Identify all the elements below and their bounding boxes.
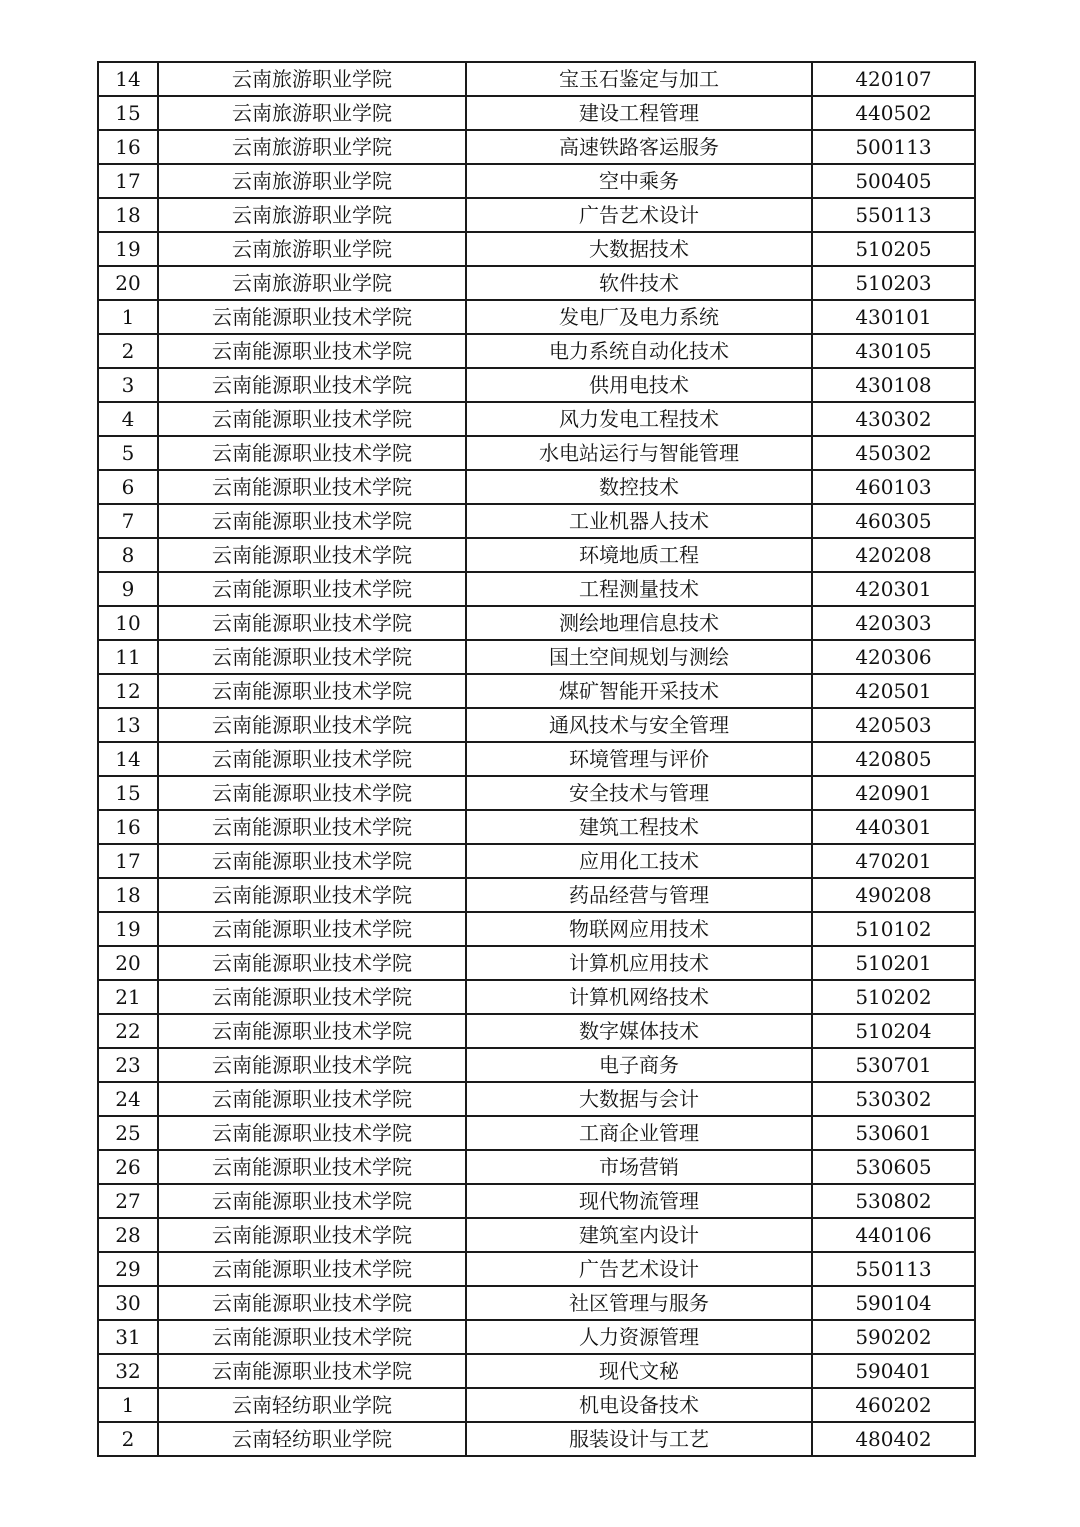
row-number-cell: 9 [98, 572, 158, 606]
table-row [98, 164, 975, 198]
school-name-cell: 云南轻纺职业学院 [158, 1422, 466, 1456]
school-name-cell: 云南能源职业技术学院 [158, 402, 466, 436]
table-row [98, 1388, 975, 1422]
row-number-cell: 14 [98, 62, 158, 96]
major-code-cell: 460305 [812, 504, 975, 538]
table-row [98, 844, 975, 878]
school-name-cell: 云南旅游职业学院 [158, 62, 466, 96]
row-number-cell: 22 [98, 1014, 158, 1048]
table-row [98, 674, 975, 708]
school-name-cell: 云南能源职业技术学院 [158, 1014, 466, 1048]
school-name-cell: 云南能源职业技术学院 [158, 504, 466, 538]
table-row [98, 640, 975, 674]
row-number-cell: 16 [98, 810, 158, 844]
table-row [98, 1014, 975, 1048]
major-code-cell: 500405 [812, 164, 975, 198]
school-name-cell: 云南能源职业技术学院 [158, 640, 466, 674]
school-name-cell: 云南能源职业技术学院 [158, 1252, 466, 1286]
major-code-cell: 510204 [812, 1014, 975, 1048]
major-code-cell: 530802 [812, 1184, 975, 1218]
major-code-cell: 590104 [812, 1286, 975, 1320]
school-name-cell: 云南能源职业技术学院 [158, 1150, 466, 1184]
major-name-cell: 通风技术与安全管理 [466, 708, 812, 742]
school-name-cell: 云南能源职业技术学院 [158, 1048, 466, 1082]
table-row [98, 266, 975, 300]
table-row [98, 606, 975, 640]
table-row [98, 1150, 975, 1184]
school-name-cell: 云南能源职业技术学院 [158, 470, 466, 504]
major-code-cell: 460103 [812, 470, 975, 504]
row-number-cell: 1 [98, 1388, 158, 1422]
school-name-cell: 云南能源职业技术学院 [158, 1286, 466, 1320]
table-row [98, 810, 975, 844]
school-name-cell: 云南能源职业技术学院 [158, 844, 466, 878]
major-name-cell: 大数据与会计 [466, 1082, 812, 1116]
table-row [98, 776, 975, 810]
table-row [98, 1048, 975, 1082]
major-code-cell: 530601 [812, 1116, 975, 1150]
table-row [98, 436, 975, 470]
major-name-cell: 大数据技术 [466, 232, 812, 266]
major-name-cell: 发电厂及电力系统 [466, 300, 812, 334]
major-code-cell: 500113 [812, 130, 975, 164]
row-number-cell: 14 [98, 742, 158, 776]
school-name-cell: 云南能源职业技术学院 [158, 1354, 466, 1388]
school-name-cell: 云南能源职业技术学院 [158, 1082, 466, 1116]
major-code-cell: 530701 [812, 1048, 975, 1082]
school-name-cell: 云南旅游职业学院 [158, 198, 466, 232]
school-name-cell: 云南旅游职业学院 [158, 96, 466, 130]
school-name-cell: 云南能源职业技术学院 [158, 980, 466, 1014]
row-number-cell: 32 [98, 1354, 158, 1388]
table-row [98, 538, 975, 572]
major-code-cell: 420107 [812, 62, 975, 96]
major-name-cell: 药品经营与管理 [466, 878, 812, 912]
major-code-cell: 510205 [812, 232, 975, 266]
school-name-cell: 云南能源职业技术学院 [158, 708, 466, 742]
major-code-cell: 510202 [812, 980, 975, 1014]
school-name-cell: 云南能源职业技术学院 [158, 810, 466, 844]
major-name-cell: 煤矿智能开采技术 [466, 674, 812, 708]
table-row [98, 470, 975, 504]
row-number-cell: 23 [98, 1048, 158, 1082]
major-name-cell: 水电站运行与智能管理 [466, 436, 812, 470]
table-row [98, 1116, 975, 1150]
row-number-cell: 7 [98, 504, 158, 538]
row-number-cell: 25 [98, 1116, 158, 1150]
major-code-cell: 460202 [812, 1388, 975, 1422]
row-number-cell: 13 [98, 708, 158, 742]
row-number-cell: 21 [98, 980, 158, 1014]
table-row [98, 368, 975, 402]
school-name-cell: 云南能源职业技术学院 [158, 538, 466, 572]
major-code-cell: 420503 [812, 708, 975, 742]
major-code-cell: 590401 [812, 1354, 975, 1388]
table-row [98, 1082, 975, 1116]
major-name-cell: 机电设备技术 [466, 1388, 812, 1422]
table-row [98, 130, 975, 164]
row-number-cell: 17 [98, 164, 158, 198]
major-code-cell: 480402 [812, 1422, 975, 1456]
school-name-cell: 云南能源职业技术学院 [158, 1320, 466, 1354]
major-name-cell: 建筑工程技术 [466, 810, 812, 844]
major-code-cell: 420306 [812, 640, 975, 674]
row-number-cell: 10 [98, 606, 158, 640]
school-name-cell: 云南旅游职业学院 [158, 266, 466, 300]
major-name-cell: 服装设计与工艺 [466, 1422, 812, 1456]
row-number-cell: 26 [98, 1150, 158, 1184]
major-name-cell: 工程测量技术 [466, 572, 812, 606]
major-name-cell: 风力发电工程技术 [466, 402, 812, 436]
major-name-cell: 安全技术与管理 [466, 776, 812, 810]
table-row [98, 334, 975, 368]
school-name-cell: 云南旅游职业学院 [158, 130, 466, 164]
school-name-cell: 云南能源职业技术学院 [158, 878, 466, 912]
major-code-cell: 430105 [812, 334, 975, 368]
major-name-cell: 数控技术 [466, 470, 812, 504]
row-number-cell: 20 [98, 946, 158, 980]
table-row [98, 1184, 975, 1218]
major-code-cell: 530302 [812, 1082, 975, 1116]
row-number-cell: 4 [98, 402, 158, 436]
major-name-cell: 计算机网络技术 [466, 980, 812, 1014]
major-name-cell: 物联网应用技术 [466, 912, 812, 946]
table-row [98, 1286, 975, 1320]
major-code-cell: 550113 [812, 1252, 975, 1286]
major-name-cell: 电力系统自动化技术 [466, 334, 812, 368]
row-number-cell: 5 [98, 436, 158, 470]
row-number-cell: 17 [98, 844, 158, 878]
school-name-cell: 云南能源职业技术学院 [158, 742, 466, 776]
school-name-cell: 云南能源职业技术学院 [158, 1184, 466, 1218]
major-name-cell: 宝玉石鉴定与加工 [466, 62, 812, 96]
major-code-cell: 440106 [812, 1218, 975, 1252]
school-name-cell: 云南能源职业技术学院 [158, 1116, 466, 1150]
major-name-cell: 应用化工技术 [466, 844, 812, 878]
major-name-cell: 供用电技术 [466, 368, 812, 402]
major-name-cell: 环境管理与评价 [466, 742, 812, 776]
major-code-cell: 450302 [812, 436, 975, 470]
major-name-cell: 社区管理与服务 [466, 1286, 812, 1320]
table-row [98, 946, 975, 980]
table-row [98, 402, 975, 436]
row-number-cell: 18 [98, 198, 158, 232]
table-row [98, 504, 975, 538]
school-name-cell: 云南能源职业技术学院 [158, 946, 466, 980]
major-code-cell: 420901 [812, 776, 975, 810]
major-code-cell: 420301 [812, 572, 975, 606]
row-number-cell: 2 [98, 334, 158, 368]
school-name-cell: 云南旅游职业学院 [158, 164, 466, 198]
major-code-cell: 440502 [812, 96, 975, 130]
school-name-cell: 云南能源职业技术学院 [158, 776, 466, 810]
table-body [98, 62, 975, 1456]
major-name-cell: 国土空间规划与测绘 [466, 640, 812, 674]
major-name-cell: 市场营销 [466, 1150, 812, 1184]
major-code-cell: 420501 [812, 674, 975, 708]
major-code-cell: 420303 [812, 606, 975, 640]
major-name-cell: 现代物流管理 [466, 1184, 812, 1218]
table-row [98, 572, 975, 606]
major-name-cell: 测绘地理信息技术 [466, 606, 812, 640]
major-name-cell: 高速铁路客运服务 [466, 130, 812, 164]
row-number-cell: 19 [98, 232, 158, 266]
major-name-cell: 广告艺术设计 [466, 1252, 812, 1286]
table-row [98, 1218, 975, 1252]
major-name-cell: 环境地质工程 [466, 538, 812, 572]
row-number-cell: 18 [98, 878, 158, 912]
school-name-cell: 云南能源职业技术学院 [158, 334, 466, 368]
row-number-cell: 16 [98, 130, 158, 164]
table-row [98, 912, 975, 946]
row-number-cell: 15 [98, 96, 158, 130]
row-number-cell: 27 [98, 1184, 158, 1218]
table-row [98, 1422, 975, 1456]
major-name-cell: 现代文秘 [466, 1354, 812, 1388]
table-row [98, 708, 975, 742]
row-number-cell: 29 [98, 1252, 158, 1286]
school-name-cell: 云南能源职业技术学院 [158, 1218, 466, 1252]
row-number-cell: 24 [98, 1082, 158, 1116]
major-code-cell: 440301 [812, 810, 975, 844]
major-code-cell: 530605 [812, 1150, 975, 1184]
major-code-cell: 590202 [812, 1320, 975, 1354]
row-number-cell: 11 [98, 640, 158, 674]
major-code-cell: 550113 [812, 198, 975, 232]
table-row [98, 96, 975, 130]
major-code-cell: 430108 [812, 368, 975, 402]
table-row [98, 232, 975, 266]
major-name-cell: 软件技术 [466, 266, 812, 300]
row-number-cell: 30 [98, 1286, 158, 1320]
school-name-cell: 云南能源职业技术学院 [158, 912, 466, 946]
row-number-cell: 2 [98, 1422, 158, 1456]
major-code-cell: 420805 [812, 742, 975, 776]
row-number-cell: 8 [98, 538, 158, 572]
major-name-cell: 建筑室内设计 [466, 1218, 812, 1252]
major-code-cell: 510201 [812, 946, 975, 980]
table-row [98, 878, 975, 912]
majors-table [97, 61, 976, 1457]
major-code-cell: 470201 [812, 844, 975, 878]
major-name-cell: 工业机器人技术 [466, 504, 812, 538]
table-row [98, 1252, 975, 1286]
major-name-cell: 人力资源管理 [466, 1320, 812, 1354]
major-code-cell: 510203 [812, 266, 975, 300]
table-row [98, 1354, 975, 1388]
row-number-cell: 3 [98, 368, 158, 402]
major-code-cell: 490208 [812, 878, 975, 912]
school-name-cell: 云南轻纺职业学院 [158, 1388, 466, 1422]
school-name-cell: 云南能源职业技术学院 [158, 606, 466, 640]
table-row [98, 980, 975, 1014]
major-code-cell: 510102 [812, 912, 975, 946]
table-row [98, 198, 975, 232]
major-name-cell: 电子商务 [466, 1048, 812, 1082]
row-number-cell: 15 [98, 776, 158, 810]
table-row [98, 742, 975, 776]
major-name-cell: 建设工程管理 [466, 96, 812, 130]
major-name-cell: 广告艺术设计 [466, 198, 812, 232]
row-number-cell: 6 [98, 470, 158, 504]
school-name-cell: 云南能源职业技术学院 [158, 572, 466, 606]
school-name-cell: 云南能源职业技术学院 [158, 674, 466, 708]
school-name-cell: 云南能源职业技术学院 [158, 436, 466, 470]
row-number-cell: 19 [98, 912, 158, 946]
major-name-cell: 计算机应用技术 [466, 946, 812, 980]
school-name-cell: 云南旅游职业学院 [158, 232, 466, 266]
major-name-cell: 空中乘务 [466, 164, 812, 198]
table-row [98, 300, 975, 334]
row-number-cell: 12 [98, 674, 158, 708]
major-name-cell: 工商企业管理 [466, 1116, 812, 1150]
major-name-cell: 数字媒体技术 [466, 1014, 812, 1048]
major-code-cell: 420208 [812, 538, 975, 572]
row-number-cell: 31 [98, 1320, 158, 1354]
row-number-cell: 28 [98, 1218, 158, 1252]
table-row [98, 62, 975, 96]
table-row [98, 1320, 975, 1354]
school-name-cell: 云南能源职业技术学院 [158, 368, 466, 402]
row-number-cell: 20 [98, 266, 158, 300]
school-name-cell: 云南能源职业技术学院 [158, 300, 466, 334]
major-code-cell: 430101 [812, 300, 975, 334]
major-code-cell: 430302 [812, 402, 975, 436]
row-number-cell: 1 [98, 300, 158, 334]
